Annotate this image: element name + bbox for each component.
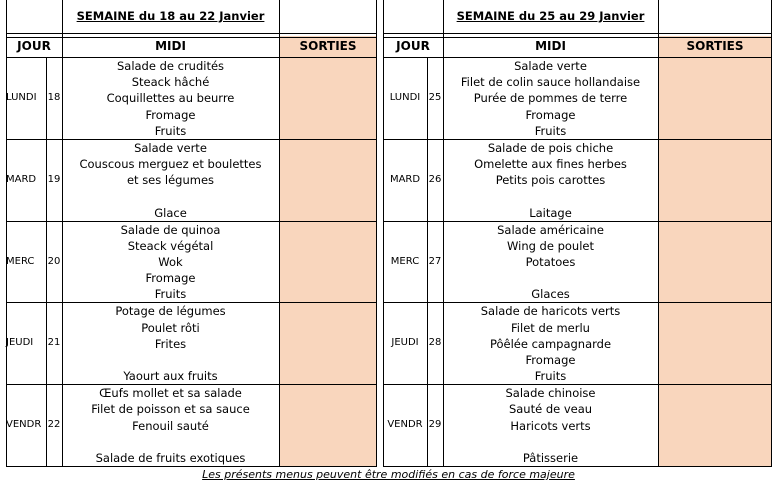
header-midi: MIDI bbox=[155, 39, 186, 53]
footer-note: Les présents menus peuvent être modifiés en cas de force majeure bbox=[202, 468, 575, 481]
day-number: 29 bbox=[428, 419, 442, 431]
day-name: LUNDI bbox=[6, 91, 37, 103]
day-name: LUNDI bbox=[389, 91, 421, 103]
header-midi: MIDI bbox=[535, 39, 566, 53]
menu-item: Filet de colin sauce hollandaise bbox=[460, 75, 641, 90]
menu-item: Yaourt aux fruits bbox=[123, 369, 218, 384]
day-number: 20 bbox=[47, 255, 61, 267]
day-number: 18 bbox=[47, 91, 61, 103]
menu-item: Poulet rôti bbox=[141, 320, 200, 335]
day-number: 26 bbox=[428, 173, 442, 185]
week-table-2 bbox=[383, 0, 772, 466]
menu-item: Fruits bbox=[154, 287, 187, 302]
sorties-column-fill bbox=[658, 57, 772, 466]
day-number: 19 bbox=[47, 173, 61, 185]
menu-item: Pâtisserie bbox=[522, 451, 579, 465]
menu-item: Fenouil sauté bbox=[132, 418, 209, 433]
menu-item: Fromage bbox=[145, 107, 196, 122]
menu-item: Petits pois carottes bbox=[495, 173, 606, 188]
sorties-column-fill bbox=[279, 57, 377, 466]
menu-item: Salade de fruits exotiques bbox=[95, 451, 246, 465]
menu-item: Potage de légumes bbox=[115, 304, 226, 319]
frame-right bbox=[376, 0, 377, 466]
menu-item: Filet de merlu bbox=[511, 320, 590, 335]
menu-item: Purée de pommes de terre bbox=[473, 91, 628, 106]
week-table-1 bbox=[6, 0, 377, 466]
menu-item: Frites bbox=[154, 336, 187, 351]
divider-midi-right bbox=[279, 0, 280, 466]
menu-item: et ses légumes bbox=[126, 173, 215, 188]
menu-item: Fromage bbox=[525, 353, 576, 367]
frame-right bbox=[771, 0, 772, 466]
menu-item: Steack hâché bbox=[131, 75, 210, 90]
frame-left bbox=[6, 0, 7, 466]
header-sorties: SORTIES bbox=[299, 39, 357, 53]
menu-item: Omelette aux fines herbes bbox=[474, 157, 627, 171]
day-name: MARD bbox=[389, 173, 421, 185]
menu-item: Filet de poisson et sa sauce bbox=[91, 402, 250, 417]
menu-item: Salade de pois chiche bbox=[487, 140, 614, 155]
menu-item: Fruits bbox=[534, 369, 567, 384]
divider-midi-right bbox=[658, 0, 659, 466]
menu-item: Fruits bbox=[534, 123, 567, 138]
header-sorties: SORTIES bbox=[686, 39, 744, 53]
day-name: MERC bbox=[6, 255, 35, 267]
menu-item: Fromage bbox=[525, 107, 576, 122]
day-number: 21 bbox=[47, 337, 61, 349]
day-number: 27 bbox=[428, 255, 442, 267]
day-name: VENDR bbox=[387, 419, 423, 431]
menu-item: Salade chinoise bbox=[505, 386, 596, 401]
week-title: SEMAINE du 18 au 22 Janvier bbox=[76, 9, 265, 23]
menu-item: Glace bbox=[154, 205, 187, 220]
menu-item: Œufs mollet et sa salade bbox=[99, 386, 242, 401]
menu-item: Salade de haricots verts bbox=[480, 304, 621, 319]
menu-item: Fruits bbox=[154, 123, 187, 138]
header-jour: JOUR bbox=[396, 39, 430, 53]
menu-item: Wing de poulet bbox=[507, 238, 594, 253]
day-number: 25 bbox=[428, 91, 442, 103]
title-left-divider bbox=[62, 0, 63, 33]
day-number: 28 bbox=[428, 337, 442, 349]
day-name: JEUDI bbox=[391, 337, 419, 349]
menu-item: Laitage bbox=[529, 205, 572, 220]
menu-item: Potatoes bbox=[525, 255, 576, 269]
menu-item: Salade verte bbox=[134, 140, 207, 155]
day-number: 22 bbox=[47, 419, 61, 431]
frame-bottom bbox=[6, 466, 377, 467]
menu-item: Haricots verts bbox=[510, 418, 591, 433]
week-title: SEMAINE du 25 au 29 Janvier bbox=[456, 9, 645, 23]
menu-item: Pôêlée campagnarde bbox=[489, 336, 612, 351]
header-jour: JOUR bbox=[17, 39, 51, 53]
day-name: JEUDI bbox=[6, 337, 34, 349]
day-name: MARD bbox=[6, 173, 37, 185]
title-left-divider bbox=[443, 0, 444, 33]
menu-item: Salade de quinoa bbox=[120, 222, 221, 237]
menu-item: Glaces bbox=[531, 287, 570, 302]
menu-item: Steack végétal bbox=[127, 238, 214, 253]
menu-item: Fromage bbox=[145, 271, 196, 286]
menu-item: Sauté de veau bbox=[508, 402, 593, 417]
menu-item: Salade américaine bbox=[497, 222, 604, 237]
day-name: VENDR bbox=[6, 419, 42, 431]
menu-item: Couscous merguez et boulettes bbox=[79, 157, 262, 171]
menu-item: Salade verte bbox=[514, 59, 587, 73]
menu-item: Salade de crudités bbox=[116, 59, 225, 73]
menu-item: Wok bbox=[158, 255, 183, 269]
frame-left bbox=[383, 0, 384, 466]
menu-item: Coquillettes au beurre bbox=[106, 91, 235, 106]
day-name: MERC bbox=[390, 255, 420, 267]
title-separator bbox=[383, 33, 772, 38]
frame-bottom bbox=[383, 466, 772, 467]
